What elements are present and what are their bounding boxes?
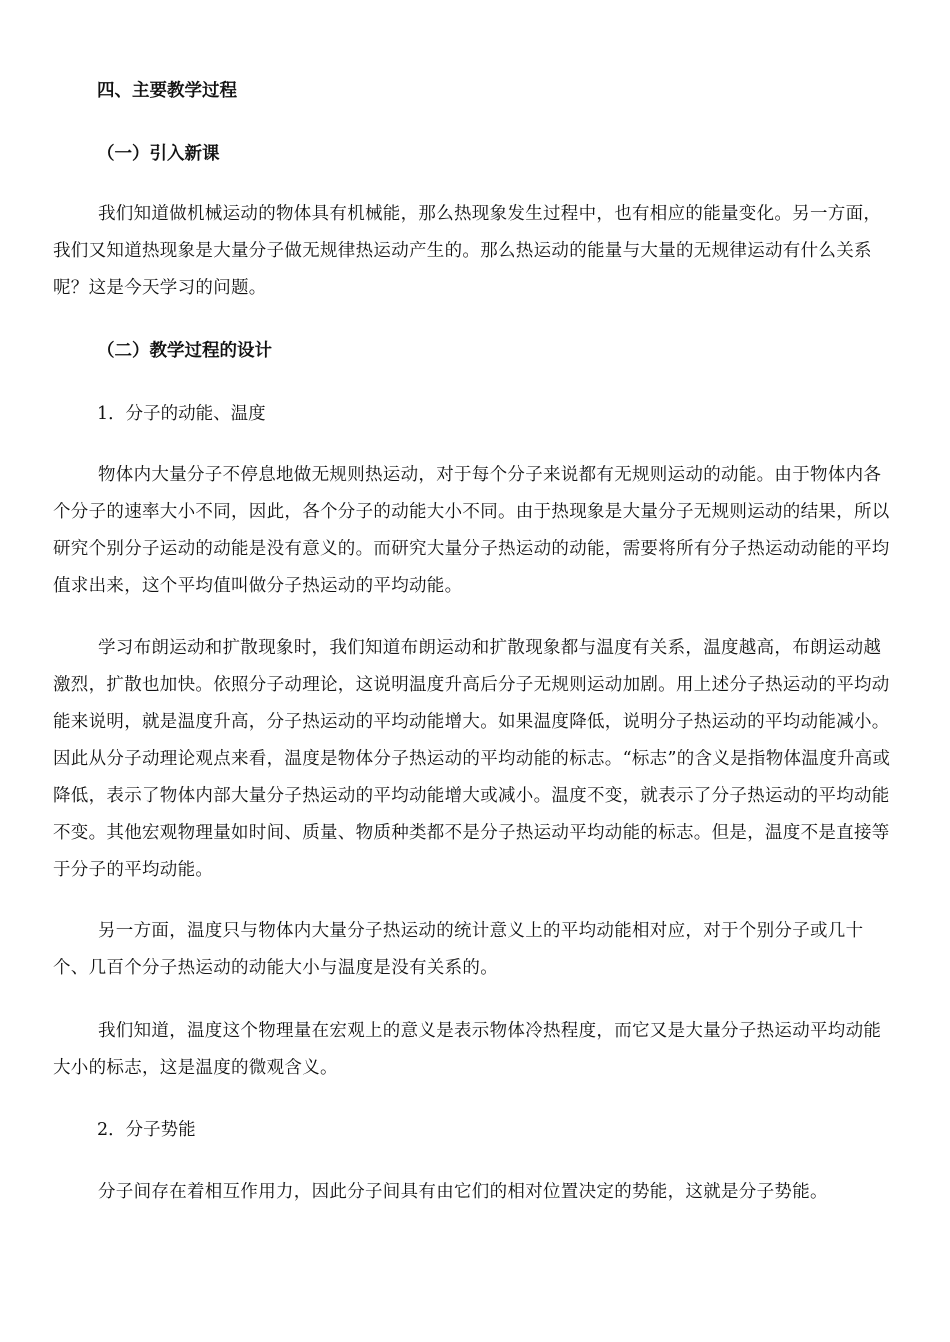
- section-heading: 四、主要教学过程: [97, 81, 237, 101]
- paragraph-kinetic-energy-4: 我们知道，温度这个物理量在宏观上的意义是表示物体冷热程度，而它又是大量分子热运动平均动能大小的标志，这是温度的微观含义。: [53, 1021, 882, 1078]
- subsection-heading-design: （二）教学过程的设计: [97, 341, 272, 361]
- paragraph-kinetic-energy-2: 学习布朗运动和扩散现象时，我们知道布朗运动和扩散现象都与温度有关系，温度越高，布朗运动越激烈，扩散也加快。依照分子动理论，这说明温度升高后分子无规则运动加剧。用上述分子热运动的平均动能来说明，就是温度升高，分子热运动的平均动能增大。如果温度降低，说明分子热运动的平均动能减小。因此从分子动理论观点来看，温度是物体分子热运动的平均动能的标志。“标志”的含义是指物体温度升高或降低，表示了物体内部大量分子热运动的平均动能增大或减小。温度不变，就表示了分子热运动的平均动能不变。其他宏观物理量如时间、质量、物质种类都不是分子热运动平均动能的标志。但是，温度不是直接等于分子的平均动能。: [53, 638, 891, 880]
- paragraph-intro: 我们知道做机械运动的物体具有机械能，那么热现象发生过程中，也有相应的能量变化。另一方面，我们又知道热现象是大量分子做无规律热运动产生的。那么热运动的能量与大量的无规律运动有什么关系呢？这是今天学习的问题。: [53, 204, 882, 298]
- subsection-heading-intro: （一）引入新课: [97, 144, 220, 164]
- paragraph-potential-energy-1: 分子间存在着相互作用力，因此分子间具有由它们的相对位置决定的势能，这就是分子势能。: [98, 1182, 828, 1202]
- paragraph-kinetic-energy-3: 另一方面，温度只与物体内大量分子热运动的统计意义上的平均动能相对应，对于个别分子或几十个、几百个分子热运动的动能大小与温度是没有关系的。: [53, 921, 864, 978]
- topic-title-kinetic-energy: 1．分子的动能、温度: [97, 404, 266, 424]
- topic-title-potential-energy: 2．分子势能: [97, 1120, 196, 1140]
- paragraph-kinetic-energy-1: 物体内大量分子不停息地做无规则热运动，对于每个分子来说都有无规则运动的动能。由于物体内各个分子的速率大小不同，因此，各个分子的动能大小不同。由于热现象是大量分子无规则运动的结果，所以研究个别分子运动的动能是没有意义的。而研究大量分子热运动的动能，需要将所有分子热运动动能的平均值求出来，这个平均值叫做分子热运动的平均动能。: [53, 465, 890, 596]
